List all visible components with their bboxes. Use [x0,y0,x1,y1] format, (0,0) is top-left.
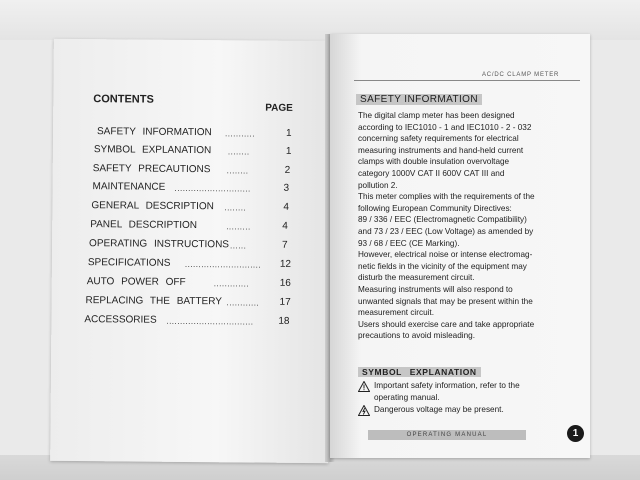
safety-text-line: concerning safety requirements for electrical [358,134,519,144]
safety-text-line: 93 / 68 / EEC (CE Marking). [358,238,460,248]
toc-leader-dots: ........ [227,147,250,157]
toc-page-number: 18 [278,315,290,327]
running-header: AC/DC CLAMP METER [482,72,560,78]
toc-entry [53,144,331,160]
safety-text-line: Users should exercise care and take appropriate [358,319,535,329]
safety-text-line: precautions to avoid misleading. [358,331,475,341]
toc-leader-dots: ............................ [184,259,262,270]
safety-text-line: pollution 2. [358,180,398,190]
toc-leader-dots: ........ [224,203,247,213]
toc-entry [52,238,330,254]
toc-label: AUTO POWER OFF [86,276,186,288]
safety-text-line: unwanted signals that may be present within the [358,296,533,306]
toc-leader-dots: ............ [226,298,260,308]
safety-information-text [358,110,562,342]
header-rule [354,80,580,81]
page-column-header: PAGE [265,102,293,114]
toc-page-number: 4 [282,220,288,232]
toc-leader-dots: ........ [226,166,249,176]
toc-label: REPLACING THE BATTERY [85,295,222,308]
toc-entry [53,126,331,142]
page-number: 1 [567,425,584,442]
symbol-text-line: Dangerous voltage may be present. [374,405,504,414]
toc-page-number: 1 [285,127,292,139]
safety-text-line: The digital clamp meter has been designed [358,111,515,120]
symbol-text-line: operating manual. [374,392,440,402]
safety-text-line: Measuring instruments will also respond to [358,284,513,294]
toc-leader-dots: ............................ [174,183,251,194]
safety-text-line: clamps with double insulation overvoltage [358,157,510,167]
toc-entry [52,257,330,273]
toc-page-number: 17 [279,296,291,308]
toc-leader-dots: ................................ [166,316,254,327]
toc-label: SAFETY INFORMATION [96,126,212,139]
safety-text-line: following European Community Directives: [358,203,512,213]
voltage-symbol-text [374,404,568,416]
safety-text-line: This meter complies with the requirements of the [358,192,535,202]
toc-entry [51,295,329,311]
safety-text-line: disturb the measurement circuit. [358,273,475,283]
toc-label: PANEL DESCRIPTION [90,219,198,232]
toc-entry [52,181,330,197]
toc-page-number: 12 [279,258,292,270]
safety-text-line: However, electrical noise or intense electromag- [358,250,533,260]
safety-text-line: according to IEC1010 - 1 and IEC1010 - 2 - 032 [358,122,532,132]
toc-leader-dots: ......... [226,222,251,232]
toc-label: SAFETY PRECAUTIONS [92,163,211,176]
toc-page-number: 2 [284,164,291,176]
safety-information-heading: SAFETY INFORMATION [356,94,482,105]
toc-page-number: 3 [283,182,290,194]
safety-text-line: netic fields in the vicinity of the equipment may [358,261,527,271]
toc-entry [51,314,329,330]
toc-label: OPERATING INSTRUCTIONS [89,238,230,251]
toc-page-number: 7 [282,239,288,251]
toc-entry [52,276,330,292]
safety-text-line: and 73 / 23 / EEC (Low Voltage) as amended by [358,226,534,236]
safety-text-line: measurement circuit. [358,308,434,318]
safety-text-line: category 1000V CAT II 600V CAT III and [358,168,505,178]
toc-label: GENERAL DESCRIPTION [91,200,214,213]
toc-page-number: 1 [285,145,292,157]
toc-page-number: 16 [279,277,291,289]
toc-entry [52,219,330,235]
toc-label: SYMBOL EXPLANATION [93,144,212,157]
contents-title: CONTENTS [93,93,154,106]
toc-entry [52,200,330,216]
toc-label: MAINTENANCE [92,181,166,193]
high-voltage-triangle-icon [358,405,370,416]
symbol-explanation-heading: SYMBOL EXPLANATION [358,367,481,377]
warning-symbol-text [374,380,568,403]
safety-text-line: measuring instruments and hand-held current [358,145,524,155]
safety-text-line: 89 / 336 / EEC (Electromagnetic Compatibility) [358,215,527,225]
toc-label: ACCESSORIES [84,314,157,326]
warning-triangle-icon [358,381,370,392]
toc-label: SPECIFICATIONS [87,257,171,269]
toc-entry [53,163,331,179]
footer-operating-manual: OPERATING MANUAL [368,430,526,440]
toc-leader-dots: ........... [224,129,256,139]
toc-leader-dots: ...... [230,241,247,251]
left-page [50,39,332,463]
toc-page-number: 4 [283,201,289,213]
toc-leader-dots: ............. [213,279,250,289]
symbol-text-line: Important safety information, refer to the [374,381,520,390]
